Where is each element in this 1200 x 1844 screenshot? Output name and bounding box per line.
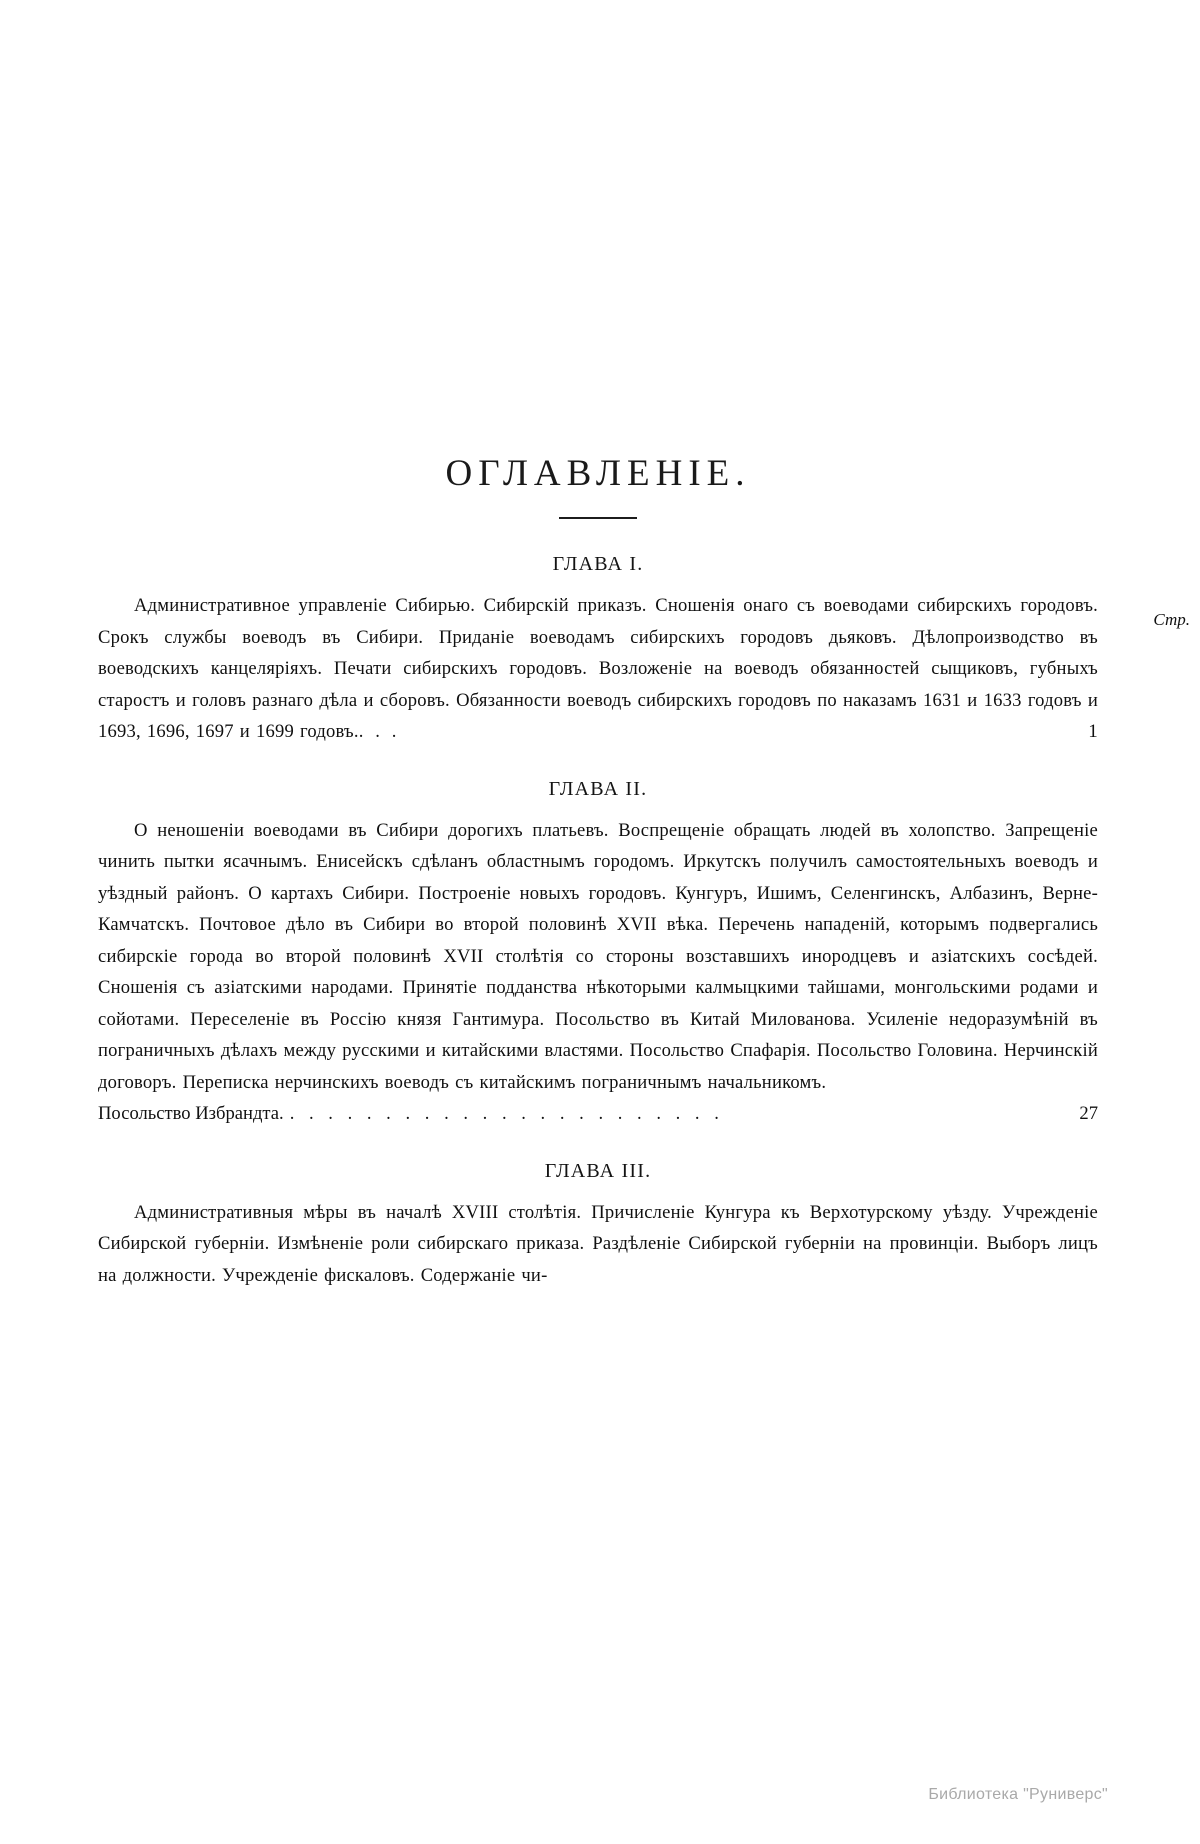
toc-entry-2-text: О неношеніи воеводами въ Сибири дорогихъ платьевъ. Воспрещеніе обращать людей въ холопство. Запрещеніе чинить пытки ясачнымъ. Енисейскъ сдѣланъ областнымъ городомъ. Иркутскъ получилъ самостоятельныхъ воеводъ и уѣздный районъ. О картахъ Сибири. Построеніе новыхъ городовъ. Кунгуръ, Ишимъ, Селенгинскъ, Албазинъ, Верне-Камчатскъ. Почтовое дѣло въ Сибири во второй половинѣ XVII вѣка. Перечень нападеній, которымъ подвергались сибирскіе города во второй половинѣ XVII столѣтія со стороны возставшихъ инородцевъ и азіатскихъ сосѣдей. Сношенія съ азіатскими народами. Принятіе подданства нѣкоторыми калмыцкими тайшами, монгольскими родами и сойотами. Переселеніе въ Россію князя Гантимура. Посольство въ Китай Милованова. Усиленіе недоразумѣній въ пограничныхъ дѣлахъ между русскими и китайскими властями. Посольство Спафарія. Посольство Головина. Нерчинскій договоръ. Переписка нерчинскихъ воеводъ съ китайскимъ пограничнымъ начальникомъ. <box>98 819 1098 1093</box>
toc-entry-1 <box>98 590 1098 748</box>
toc-entry-1-text <box>98 590 1098 748</box>
title-divider <box>559 517 637 519</box>
chapter-heading-3: ГЛАВА III. <box>544 1159 652 1182</box>
toc-entry-2 <box>98 815 1098 1130</box>
page-title: ОГЛАВЛЕНІЕ. <box>445 453 751 494</box>
toc-entry-1-body: Административное управленіе Сибирью. Сибирскій приказъ. Сношенія онаго съ воеводами сибирскихъ городовъ. Срокъ службы воеводъ въ Сибири. Приданіе воеводамъ сибирскихъ городовъ дьяковъ. Дѣлопроизводство въ воеводскихъ канцеляріяхъ. Печати сибирскихъ городовъ. Возложеніе на воеводъ обязанностей сыщиковъ, губныхъ старостъ и головъ разнаго дѣла и сборовъ. Обязанности воеводъ сибирскихъ городовъ по наказамъ 1631 и 1633 годовъ и 1693, 1696, 1697 и 1699 годовъ. <box>98 595 1098 742</box>
toc-entry-2-leader: . . . . . . . . . . . . . . . . . . . . . . . <box>289 1103 724 1124</box>
toc-entry-3-text: Административныя мѣры въ началѣ XVIII столѣтія. Причисленіе Кунгура къ Верхотурскому уѣзду. Учрежденіе Сибирской губерніи. Измѣненіе роли сибирскаго приказа. Раздѣленіе Сибирской губерніи на провинціи. Выборъ лицъ на должности. Учрежденіе фискаловъ. Содержаніе чи- <box>98 1201 1098 1286</box>
toc-entry-2-page: 27 <box>1079 1103 1098 1124</box>
table-of-contents <box>98 452 1098 1291</box>
toc-entry-1-leader: . . . <box>358 721 400 742</box>
chapter-heading-1: ГЛАВА I. <box>552 553 644 575</box>
toc-entry-1-page: 1 <box>1088 721 1098 742</box>
toc-entry-2-tail: Посольство Избрандта. <box>98 1103 284 1124</box>
page-column-label: Стр. <box>1153 610 1190 629</box>
toc-entry-3 <box>98 1197 1098 1292</box>
toc-entry-2-last-line <box>98 1098 1098 1130</box>
chapter-heading-2: ГЛАВА II. <box>548 777 648 800</box>
library-watermark: Библиотека "Руниверс" <box>928 1786 1108 1803</box>
